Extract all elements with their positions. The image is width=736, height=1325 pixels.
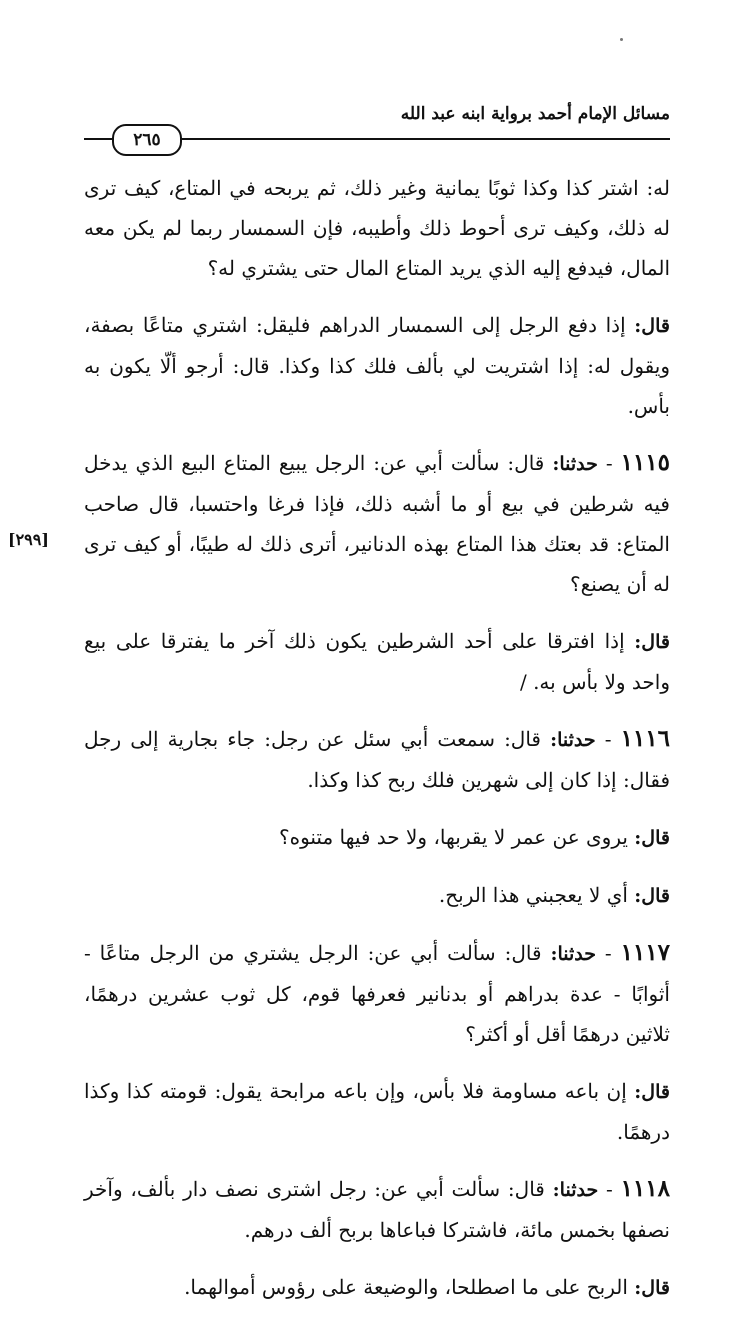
body-text bbox=[84, 168, 670, 1325]
page-number: ٢٦٥ bbox=[112, 124, 182, 156]
issue-number: ١١١٧ bbox=[620, 939, 670, 966]
paragraph-text: قال: سألت أبي عن: رجل اشترى نصف دار بألف، وآخر نصفها بخمس مائة، فاشتركا فباعاها بربح ألف درهم. bbox=[84, 1177, 670, 1242]
scan-speck bbox=[620, 38, 623, 41]
paragraph bbox=[84, 1267, 670, 1308]
qala-label: قال: bbox=[634, 315, 670, 337]
haddathana-label: حدثنا: bbox=[550, 943, 596, 965]
paragraph-text: يروى عن عمر لا يقربها، ولا حد فيها متنوه؟ bbox=[278, 825, 628, 849]
qala-label: قال: bbox=[634, 827, 670, 849]
paragraph bbox=[84, 1169, 670, 1250]
paragraph-text: أي لا يعجبني هذا الربح. bbox=[438, 883, 628, 907]
paragraph-text: إن باعه مساومة فلا بأس، وإن باعه مرابحة يقول: قومته كذا وكذا درهمًا. bbox=[84, 1079, 670, 1144]
paragraph bbox=[84, 933, 670, 1054]
haddathana-label: حدثنا: bbox=[550, 729, 596, 751]
paragraph-text: قال: سألت أبي عن: الرجل يبيع المتاع البيع الذي يدخل فيه شرطين في بيع أو ما أشبه ذلك، فإذا فرغا واحتسبا، قال صاحب المتاع: قد بعتك هذا المتاع بهذه الدنانير، أترى ذلك له طيبًا، أو كيف ترى له أن يصنع؟ bbox=[84, 451, 670, 596]
paragraph-text: إذا دفع الرجل إلى السمسار الدراهم فليقل: اشتري متاعًا بصفة، ويقول له: إذا اشتريت لي بألف فلك كذا وكذا. قال: أرجو ألّا يكون به بأس. bbox=[84, 313, 670, 418]
haddathana-label: حدثنا: bbox=[552, 453, 598, 475]
margin-reference: [٢٩٩] bbox=[8, 530, 49, 549]
paragraph-text: الربح على ما اصطلحا، والوضيعة على رؤوس أموالهما. bbox=[184, 1275, 628, 1299]
qala-label: قال: bbox=[634, 1277, 670, 1299]
paragraph-text: قال: سألت أبي عن: الرجل يشتري من الرجل متاعًا - أثوابًا - عدة بدراهم أو بدنانير فعرفها قوم، كل ثوب عشرين درهمًا، ثلاثين درهمًا أقل أو أكثر؟ bbox=[84, 941, 670, 1046]
issue-number: ١١١٦ bbox=[620, 725, 670, 752]
paragraph bbox=[84, 1071, 670, 1152]
issue-separator: - bbox=[597, 451, 621, 475]
issue-separator: - bbox=[598, 1177, 621, 1201]
paragraph bbox=[84, 305, 670, 426]
paragraph-text: إذا افترقا على أحد الشرطين يكون ذلك آخر ما يفترقا على بيع واحد ولا بأس به. / bbox=[84, 629, 670, 694]
paragraph-text: قال: سمعت أبي سئل عن رجل: جاء بجارية إلى رجل فقال: إذا كان إلى شهرين فلك ربح كذا وكذا. bbox=[84, 727, 670, 792]
qala-label: قال: bbox=[634, 631, 670, 653]
running-title: مسائل الإمام أحمد برواية ابنه عبد الله bbox=[400, 104, 670, 124]
issue-number: ١١١٨ bbox=[620, 1175, 670, 1202]
paragraph-text: له: اشتر كذا وكذا ثوبًا يمانية وغير ذلك، ثم يربحه في المتاع، كيف ترى له ذلك، وكيف ترى أحوط ذلك وأطيبه، فإن السمسار ربما لم يكن معه المال، فيدفع إليه الذي يريد المتاع المال حتى يشتري له؟ bbox=[84, 176, 670, 280]
paragraph bbox=[84, 817, 670, 858]
paragraph bbox=[84, 621, 670, 702]
issue-separator: - bbox=[595, 941, 621, 965]
haddathana-label: حدثنا: bbox=[552, 1179, 599, 1201]
issue-separator: - bbox=[595, 727, 621, 751]
qala-label: قال: bbox=[634, 1081, 670, 1103]
paragraph bbox=[84, 875, 670, 916]
paragraph bbox=[84, 168, 670, 288]
paragraph bbox=[84, 443, 670, 604]
qala-label: قال: bbox=[634, 885, 670, 907]
issue-number: ١١١٥ bbox=[620, 449, 670, 476]
paragraph bbox=[84, 719, 670, 800]
